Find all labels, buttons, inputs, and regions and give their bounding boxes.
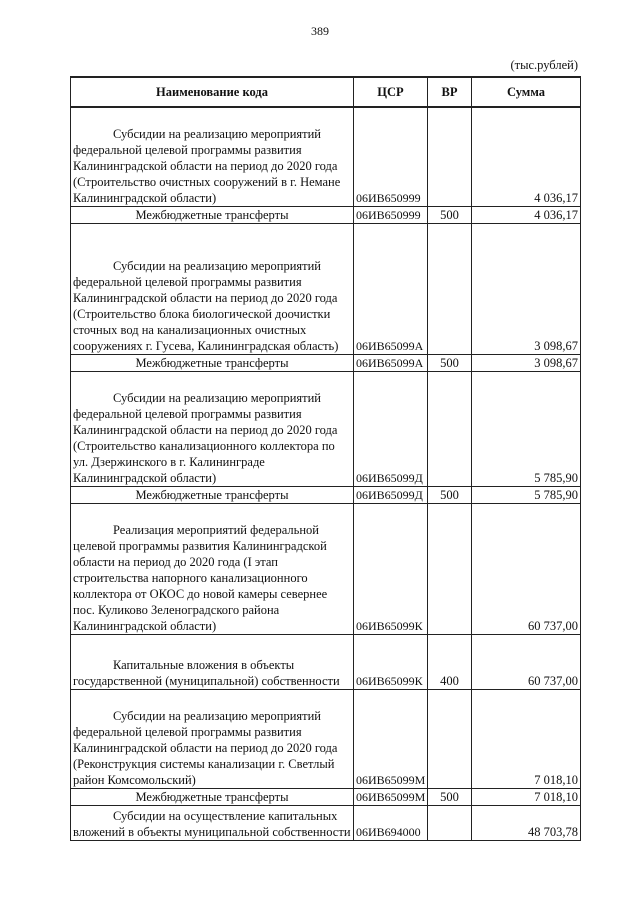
- row-csr: 06ИВ65099М: [354, 789, 428, 806]
- row-name: Реализация мероприятий федеральной целевой программы развития Калининградской области на период до 2020 года (I этап строительства напорного канализационного коллектора от ОКОС до новой камеры севернее пос. Куликово Зеленоградского района Калининградской области): [71, 504, 354, 635]
- row-csr: 06ИВ65099М: [354, 690, 428, 789]
- row-name: Межбюджетные трансферты: [71, 207, 354, 224]
- row-vr: [428, 690, 472, 789]
- budget-table: [70, 76, 581, 841]
- row-vr: [428, 504, 472, 635]
- row-sum: 60 737,00: [472, 504, 581, 635]
- row-name: Межбюджетные трансферты: [71, 487, 354, 504]
- row-vr: 500: [428, 789, 472, 806]
- row-name: Субсидии на реализацию мероприятий федеральной целевой программы развития Калининградской области на период до 2020 года (Строительство очистных сооружений в г. Немане Калининградской области): [71, 107, 354, 207]
- row-csr: 06ИВ65099А: [354, 224, 428, 355]
- row-sum: 5 785,90: [472, 372, 581, 487]
- row-sum: 4 036,17: [472, 207, 581, 224]
- table-row: [71, 224, 581, 355]
- table-row: [71, 789, 581, 806]
- row-sum: 7 018,10: [472, 789, 581, 806]
- table-header-row: [71, 77, 581, 107]
- row-vr: [428, 224, 472, 355]
- row-csr: 06ИВ650999: [354, 207, 428, 224]
- table-row: [71, 107, 581, 207]
- row-sum: 48 703,78: [472, 806, 581, 841]
- table-row: [71, 372, 581, 487]
- table-row: [71, 635, 581, 690]
- units-label: (тыс.рублей): [510, 58, 578, 72]
- row-name: Субсидии на реализацию мероприятий федеральной целевой программы развития Калининградской области на период до 2020 года (Строительство блока биологической доочистки сточных вод на канализационных очистных сооружениях г. Гусева, Калининградская область): [71, 224, 354, 355]
- row-csr: 06ИВ65099Д: [354, 487, 428, 504]
- row-sum: 5 785,90: [472, 487, 581, 504]
- page-number: 389: [311, 24, 329, 38]
- row-sum: 4 036,17: [472, 107, 581, 207]
- row-vr: [428, 806, 472, 841]
- row-csr: 06ИВ650999: [354, 107, 428, 207]
- row-sum: 3 098,67: [472, 355, 581, 372]
- row-vr: 500: [428, 487, 472, 504]
- row-name: Межбюджетные трансферты: [71, 789, 354, 806]
- row-sum: 3 098,67: [472, 224, 581, 355]
- row-name: Капитальные вложения в объекты государственной (муниципальной) собственности: [71, 635, 354, 690]
- header-sum: Сумма: [472, 77, 581, 107]
- row-csr: 06ИВ65099К: [354, 504, 428, 635]
- row-vr: 500: [428, 207, 472, 224]
- table-row: [71, 207, 581, 224]
- row-vr: [428, 107, 472, 207]
- row-csr: 06ИВ694000: [354, 806, 428, 841]
- header-vr: ВР: [428, 77, 472, 107]
- row-vr: [428, 372, 472, 487]
- row-sum: 7 018,10: [472, 690, 581, 789]
- row-name: Субсидии на реализацию мероприятий федеральной целевой программы развития Калининградской области на период до 2020 года (Реконструкция системы канализации г. Светлый район Комсомольский): [71, 690, 354, 789]
- row-name: Субсидии на осуществление капитальных вложений в объекты муниципальной собственности: [71, 806, 354, 841]
- row-name: Субсидии на реализацию мероприятий федеральной целевой программы развития Калининградской области на период до 2020 года (Строительство канализационного коллектора по ул. Дзержинского в г. Калининграде Калининградской области): [71, 372, 354, 487]
- row-name: Межбюджетные трансферты: [71, 355, 354, 372]
- table-row: [71, 504, 581, 635]
- table-row: [71, 806, 581, 841]
- table-row: [71, 355, 581, 372]
- row-csr: 06ИВ65099Д: [354, 372, 428, 487]
- table-row: [71, 487, 581, 504]
- table-row: [71, 690, 581, 789]
- row-csr: 06ИВ65099К: [354, 635, 428, 690]
- row-csr: 06ИВ65099А: [354, 355, 428, 372]
- row-vr: 400: [428, 635, 472, 690]
- header-name: Наименование кода: [71, 77, 354, 107]
- row-vr: 500: [428, 355, 472, 372]
- row-sum: 60 737,00: [472, 635, 581, 690]
- header-csr: ЦСР: [354, 77, 428, 107]
